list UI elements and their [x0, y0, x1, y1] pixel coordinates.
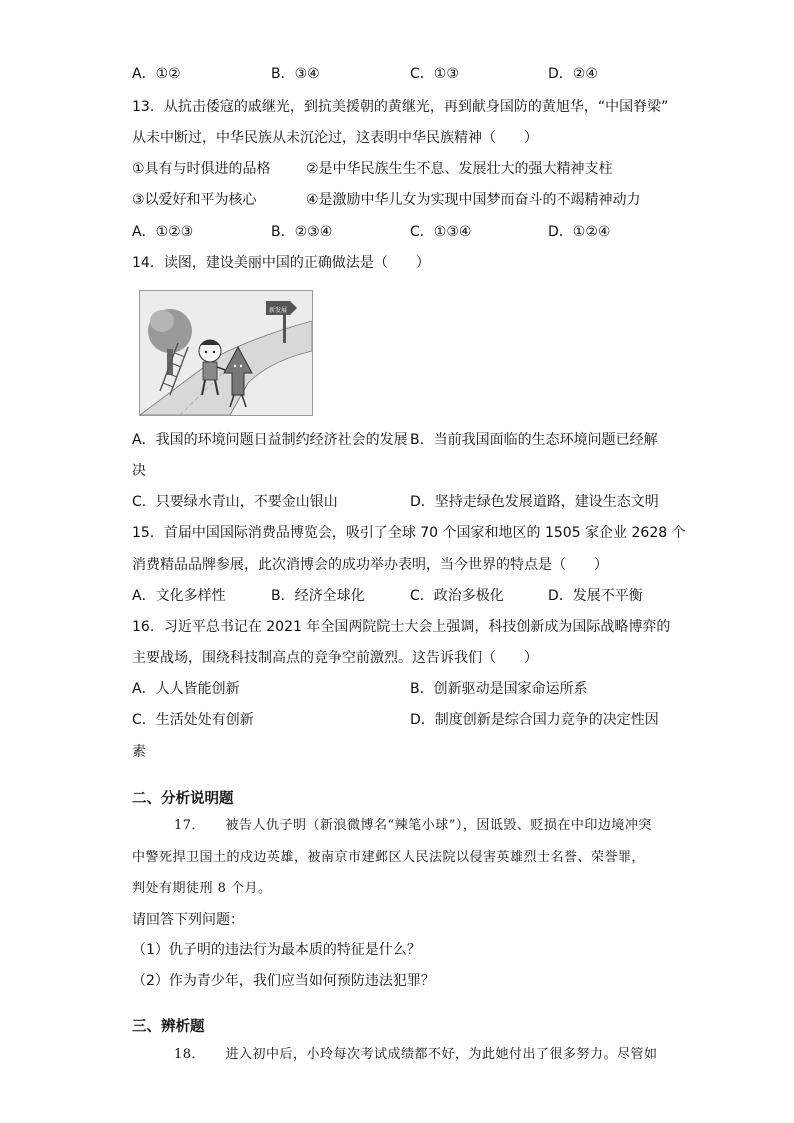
q17-text-line-1: 17． 被告人仇子明（新浪微博名“辣笔小球”），因诋毁、贬损在中印边境冲突 — [174, 818, 652, 833]
q16-option-c: C．生活处处有创新 — [132, 712, 254, 728]
q13-item-1: ①具有与时俱进的品格 — [132, 161, 271, 177]
q14-option-b: B．当前我国面临的生态环境问题已经解 — [410, 432, 658, 448]
q13-option-a: A．①②③ — [132, 224, 194, 240]
sign-text: 新发展 — [268, 307, 288, 314]
q16-stem-line-2: 主要战场，围绕科技制高点的竞争空前激烈。这告诉我们（ ） — [132, 650, 538, 666]
q17-text-line-2: 中警死捍卫国土的戍边英雄，被南京市建邺区人民法院以侵害英雄烈士名誉、荣誉罪， — [132, 850, 646, 865]
q13-option-c: C．①③④ — [410, 224, 472, 240]
q13-option-b: B．②③④ — [271, 224, 333, 240]
q15-option-d: D．发展不平衡 — [548, 588, 643, 604]
q17-text-line-3: 判处有期徒刑 8 个月。 — [132, 881, 272, 896]
q14-option-c: C．只要绿水青山，不要金山银山 — [132, 494, 338, 510]
cartoon-illustration — [140, 291, 312, 415]
q12-option-d: D．②④ — [548, 66, 598, 82]
q16-stem-line-1: 16．习近平总书记在 2021 年全国两院院士大会上强调，科技创新成为国际战略博弈的 — [132, 619, 671, 635]
q15-stem-line-1: 15．首届中国国际消费品博览会，吸引了全球 70 个国家和地区的 1505 家企业 2628 个 — [132, 525, 686, 541]
q15-option-a: A．文化多样性 — [132, 588, 226, 604]
q14-option-a: A．我国的环境问题日益制约经济社会的发展 — [132, 432, 408, 448]
q17-sub-question-1: （1）仇子明的违法行为最本质的特征是什么？ — [132, 942, 421, 958]
q15-option-b: B．经济全球化 — [271, 588, 365, 604]
q13-stem-line-1: 13．从抗击倭寇的戚继光，到抗美援朝的黄继光，再到献身国防的黄旭华，“中国脊梁” — [132, 99, 669, 115]
q14-option-b-continued: 决 — [132, 463, 146, 479]
q16-option-d-continued: 素 — [132, 744, 146, 760]
q13-item-4: ④是激励中华儿女为实现中国梦而奋斗的不竭精神动力 — [306, 192, 641, 208]
q16-option-d: D．制度创新是综合国力竞争的决定性因 — [410, 712, 659, 728]
q17-sub-question-2: （2）作为青少年，我们应当如何预防违法犯罪？ — [132, 973, 435, 989]
q16-option-a: A．人人皆能创新 — [132, 681, 240, 697]
q18-text-line-1: 18． 进入初中后，小玲每次考试成绩都不好，为此她付出了很多努力。尽管如 — [174, 1047, 658, 1062]
q13-item-3: ③以爱好和平为核心 — [132, 192, 257, 208]
q13-option-d: D．①②④ — [548, 224, 611, 240]
q14-stem: 14．读图，建设美丽中国的正确做法是（ ） — [132, 255, 430, 271]
q12-option-c: C．①③ — [410, 66, 459, 82]
q16-option-b: B．创新驱动是国家命运所系 — [410, 681, 588, 697]
q17-prompt: 请回答下列问题： — [132, 912, 244, 928]
q15-stem-line-2: 消费精品品牌参展，此次消博会的成功举办表明，当今世界的特点是（ ） — [132, 557, 608, 573]
section-3-heading: 三、辨析题 — [132, 1019, 205, 1035]
q13-stem-line-2: 从未中断过，中华民族从未沉沦过，这表明中华民族精神（ ） — [132, 130, 538, 146]
q15-option-c: C．政治多极化 — [410, 588, 504, 604]
q13-item-2: ②是中华民族生生不息、发展壮大的强大精神支柱 — [306, 161, 613, 177]
q12-option-a: A．①② — [132, 66, 181, 82]
cartoon-figure — [139, 290, 313, 416]
section-2-heading: 二、分析说明题 — [132, 791, 234, 807]
q14-option-d: D．坚持走绿色发展道路，建设生态文明 — [410, 494, 659, 510]
q12-option-b: B．③④ — [271, 66, 320, 82]
